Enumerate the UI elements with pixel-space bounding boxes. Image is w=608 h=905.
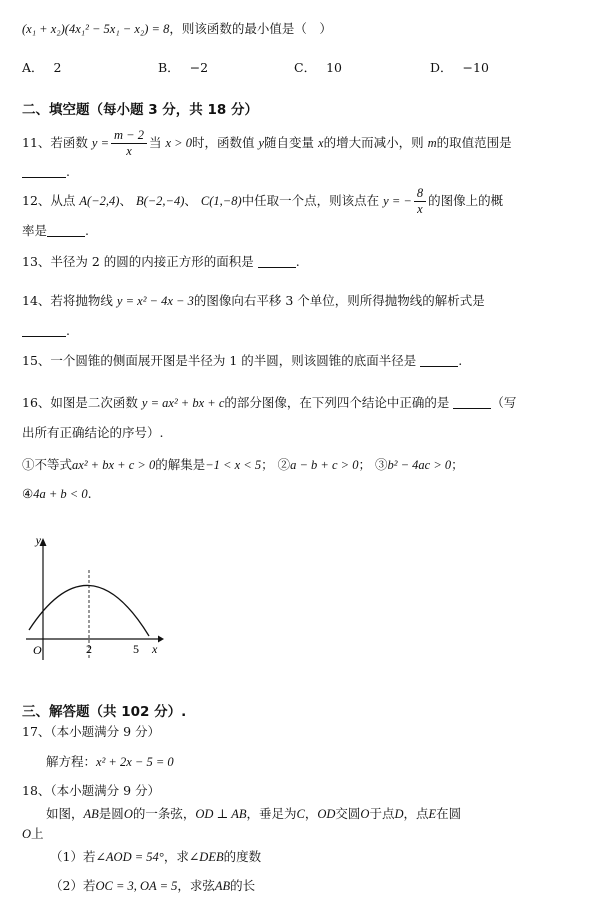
q10-equation: (x₁ + x₂)(4x₁² − 5x₁ − x₂) = 8 — [22, 22, 170, 36]
q12-line2: 率是 . — [22, 223, 89, 238]
q16: 16、如图是二次函数 y = ax² + bx + c的部分图像，在下列四个结论中正确的是 （写 — [22, 395, 517, 410]
q13: 13、半径为 2 的圆的内接正方形的面积是 . — [22, 254, 300, 269]
q11: 11、若函数 y = $\frac{m - 2}{x}$ 当 x > 0时，函数值 y随自变量 x的增大而减小，则 m的取值范围是 — [22, 128, 512, 158]
q11-fraction: $\frac{m - 2}{x}$ — [111, 128, 147, 159]
q10-option-a: A． 2 — [22, 60, 62, 75]
q16-conclusions-2: ④4a + b < 0. — [22, 486, 92, 501]
tick-label-2: 2 — [86, 642, 92, 656]
q18-header: 18、（本小题满分 9 分） — [22, 783, 161, 798]
q14: 14、若将抛物线 y = x² − 4x − 3的图像向右平移 3 个单位，则所得抛物线的解析式是 — [22, 293, 485, 308]
q16-conclusions-1: ①不等式ax² + bx + c > 0的解集是−1 < x < 5； ②a − b + c > 0； ③b² − 4ac > 0； — [22, 457, 464, 472]
q10-option-d: D． −10 — [430, 60, 489, 75]
q12-fraction: $\frac{8}{x}$ — [414, 186, 426, 217]
q18-subquestion-1: （1）若∠AOD = 54°，求∠DEB的度数 — [50, 849, 262, 864]
q11-answer-blank: . — [22, 163, 588, 181]
q16-line2: 出所有正确结论的序号）. — [22, 425, 164, 440]
section-3-heading: 三、解答题（共 102 分）. — [22, 704, 187, 720]
q18-statement-line2: O上 — [22, 826, 44, 841]
q17-header: 17、（本小题满分 9 分） — [22, 724, 161, 739]
q14-answer-blank: . — [22, 322, 588, 340]
q17-problem: 解方程：x² + 2x − 5 = 0 — [46, 754, 174, 769]
q10-option-b: B． −2 — [158, 60, 209, 75]
q10-option-c: C． 10 — [294, 60, 342, 75]
origin-label: O — [33, 643, 42, 657]
x-axis-arrow — [158, 636, 164, 643]
q18-subquestion-2: （2）若OC = 3, OA = 5，求弦AB的长 — [50, 878, 256, 893]
q18-statement: 如图，AB是圆O的一条弦，OD ⊥ AB，垂足为C，OD交圆O于点D，点E在圆 — [46, 806, 462, 821]
y-axis-label: y — [35, 533, 41, 547]
parabola-graph — [24, 532, 164, 662]
q15: 15、一个圆锥的侧面展开图是半径为 1 的半圆，则该圆锥的底面半径是 . — [22, 353, 463, 368]
tick-label-5: 5 — [133, 642, 139, 656]
x-axis-label: x — [152, 642, 158, 656]
section-2-heading: 二、填空题（每小题 3 分，共 18 分） — [22, 102, 258, 118]
q10-text: ，则该函数的最小值是（ ） — [169, 21, 332, 36]
q10-tail — [22, 20, 588, 38]
q12: 12、从点 A(−2,4)、 B(−2,−4)、 C(1,−8)中任取一个点，则该点在 y = − $\frac{8}{x}$ 的图像上的概 — [22, 186, 504, 216]
